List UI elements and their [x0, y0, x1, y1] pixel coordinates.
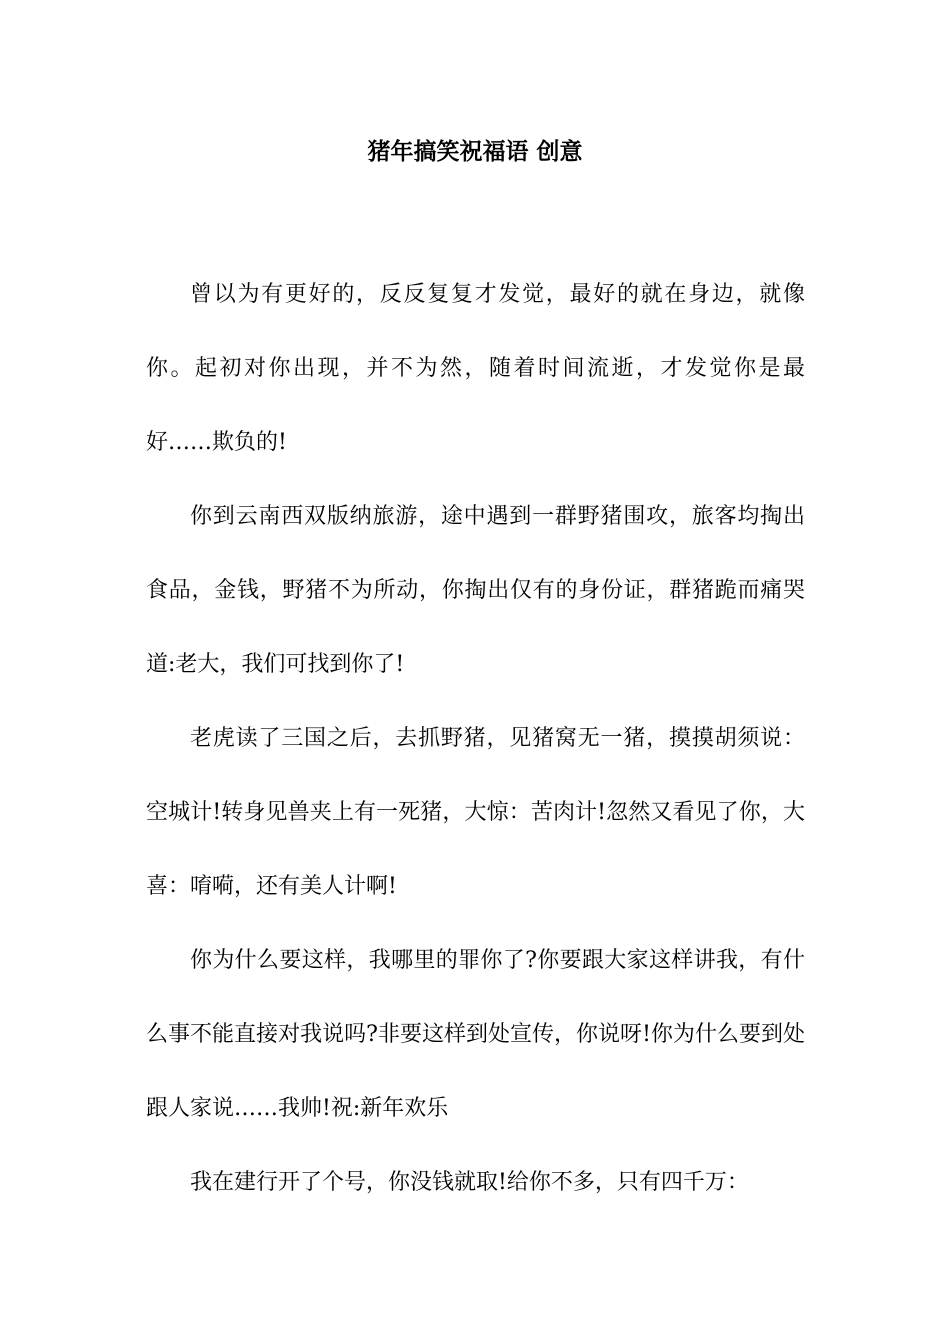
paragraph: 老虎读了三国之后，去抓野猪，见猪窝无一猪，摸摸胡须说：空城计!转身见兽夹上有一死猪，大惊：苦肉计!忽然又看见了你，大喜：唷嗬，还有美人计啊! [146, 726, 805, 899]
document-title: 猪年搞笑祝福语 创意 [367, 139, 583, 165]
document-body [146, 258, 805, 1220]
paragraph: 曾以为有更好的，反反复复才发觉，最好的就在身边，就像你。起初对你出现，并不为然，随着时间流逝，才发觉你是最好……欺负的! [146, 282, 805, 455]
paragraph: 我在建行开了个号，你没钱就取!给你不多，只有四千万： [190, 1170, 749, 1195]
paragraph: 你为什么要这样，我哪里的罪你了?你要跟大家这样讲我，有什么事不能直接对我说吗?非要这样到处宣传，你说呀!你为什么要到处跟人家说……我帅!祝:新年欢乐 [146, 948, 805, 1121]
paragraph: 你到云南西双版纳旅游，途中遇到一群野猪围攻，旅客均掏出食品，金钱，野猪不为所动，你掏出仅有的身份证，群猪跪而痛哭道:老大，我们可找到你了! [146, 504, 805, 677]
